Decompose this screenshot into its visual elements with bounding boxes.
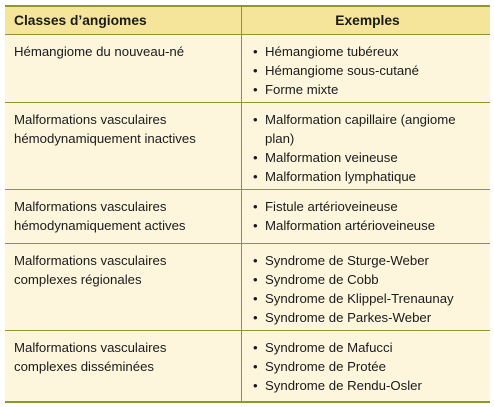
list-item: • Syndrome de Rendu-Osler <box>253 378 422 393</box>
bullet-icon: • <box>253 272 258 287</box>
row-1-exemples <box>242 35 490 103</box>
header-classes: Classes d’angiomes <box>5 7 242 35</box>
list-item: • Malformation veineuse <box>253 150 398 165</box>
row-4-classe: Malformations vasculaires complexes régionales <box>5 244 242 331</box>
bullet-icon: • <box>253 44 258 59</box>
list-item: • Fistule artérioveineuse <box>253 199 398 214</box>
list-item: • Syndrome de Protée <box>253 359 386 374</box>
bullet-icon: • <box>253 199 258 214</box>
row-2-classe: Malformations vasculaires hémodynamiquement inactives <box>5 103 242 190</box>
bullet-icon: • <box>253 378 258 393</box>
list-item: • Syndrome de Sturge-Weber <box>253 253 429 268</box>
row-5-exemples <box>242 331 490 401</box>
list-item: • Hémangiome tubéreux <box>253 44 399 59</box>
examples-list <box>253 338 482 395</box>
examples-list <box>253 42 482 99</box>
list-item: • Syndrome de Klippel-Trenaunay <box>253 291 454 306</box>
list-item: • Malformation artérioveineuse <box>253 218 436 233</box>
bullet-icon: • <box>253 218 258 233</box>
bullet-icon: • <box>253 82 258 97</box>
list-item: • Syndrome de Mafucci <box>253 340 393 355</box>
list-item: • Malformation capillaire (angiome plan) <box>253 112 456 146</box>
row-4-exemples <box>242 244 490 331</box>
row-5-classe: Malformations vasculaires complexes disséminées <box>5 331 242 401</box>
list-item: • Hémangiome sous-cutané <box>253 63 419 78</box>
list-item: • Syndrome de Parkes-Weber <box>253 310 432 325</box>
header-exemples: Exemples <box>242 7 490 35</box>
bullet-icon: • <box>253 253 258 268</box>
bullet-icon: • <box>253 63 258 78</box>
angiomes-table <box>5 5 490 403</box>
bullet-icon: • <box>253 169 258 184</box>
examples-list <box>253 197 482 235</box>
row-1-classe: Hémangiome du nouveau-né <box>5 35 242 103</box>
list-item: • Malformation lymphatique <box>253 169 416 184</box>
list-item: • Forme mixte <box>253 82 339 97</box>
bullet-icon: • <box>253 150 258 165</box>
bullet-icon: • <box>253 359 258 374</box>
examples-list <box>253 251 482 327</box>
examples-list <box>253 110 482 186</box>
bullet-icon: • <box>253 310 258 325</box>
row-2-exemples <box>242 103 490 190</box>
bullet-icon: • <box>253 112 258 127</box>
bullet-icon: • <box>253 340 258 355</box>
list-item: • Syndrome de Cobb <box>253 272 379 287</box>
row-3-classe: Malformations vasculaires hémodynamiquement actives <box>5 190 242 244</box>
bullet-icon: • <box>253 291 258 306</box>
row-3-exemples <box>242 190 490 244</box>
